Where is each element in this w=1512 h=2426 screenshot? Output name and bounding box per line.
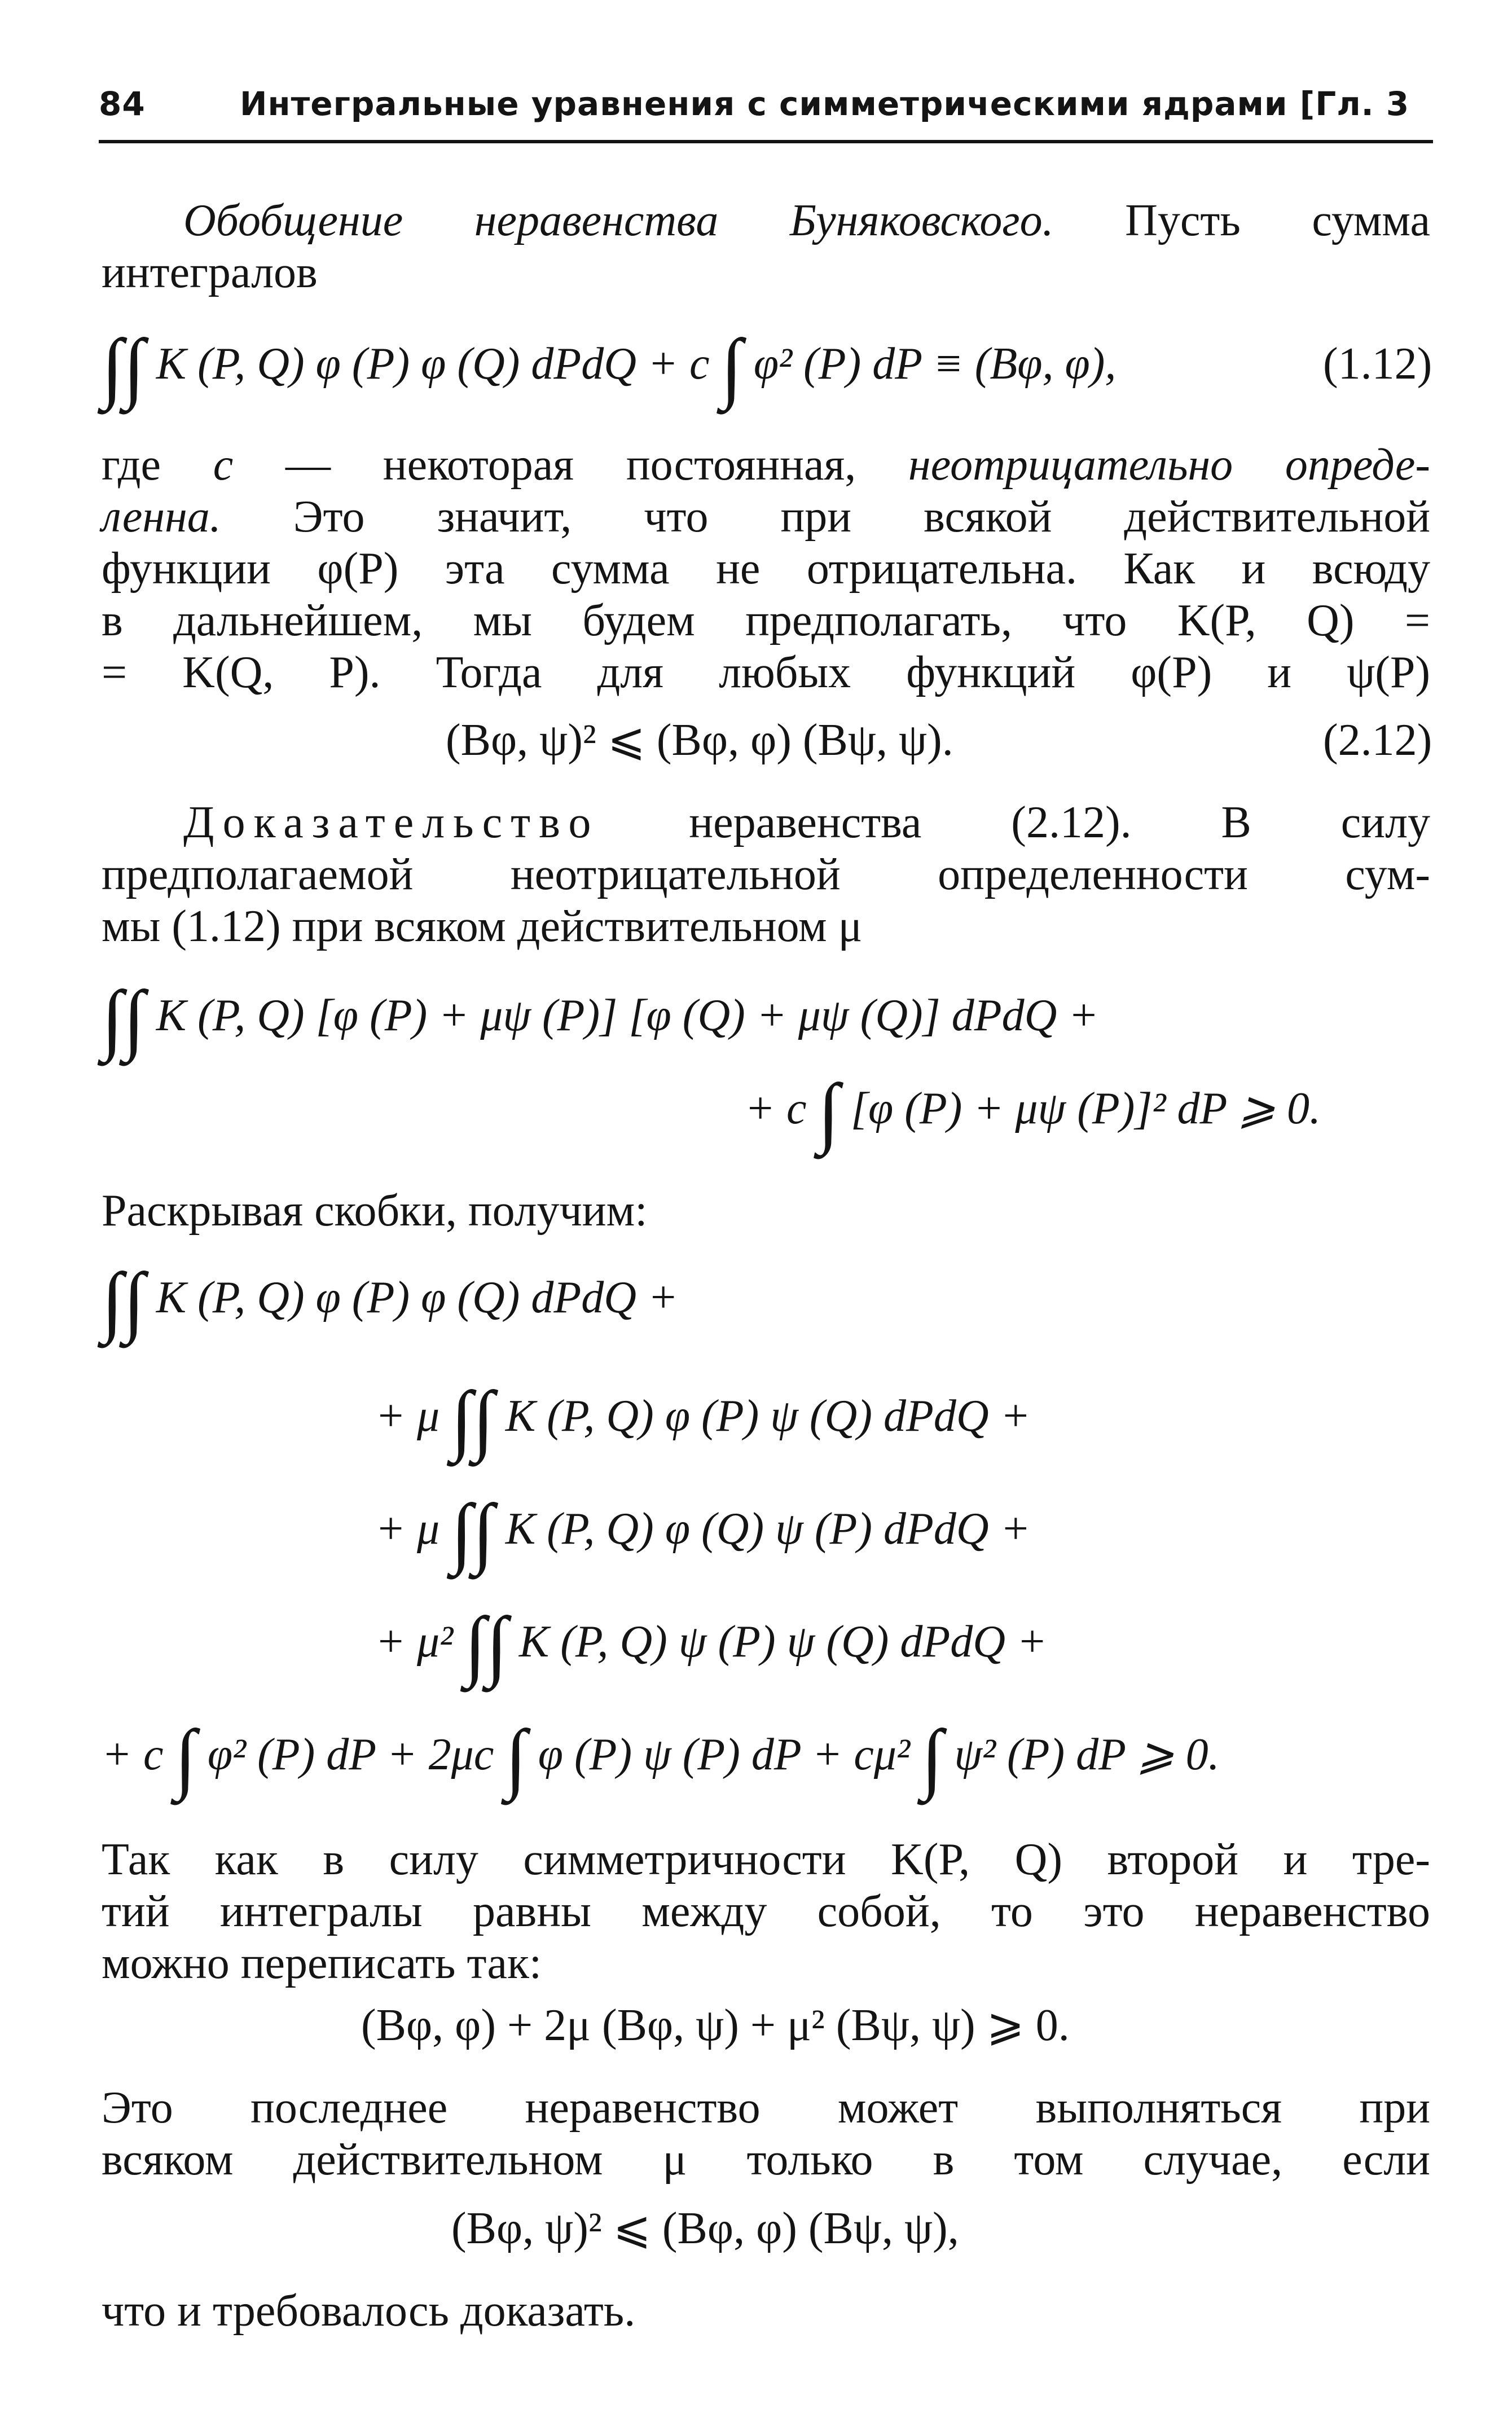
paragraph-line: Обобщение неравенства Буняковского. Пусть сумма <box>183 196 1430 245</box>
running-title: Интегральные уравнения с симметрическими ядрами [Гл. 3 <box>240 85 1410 123</box>
integral-sign: ∫ <box>505 1714 527 1801</box>
formula-line: + c ∫ φ² (P) dP + 2μc ∫ φ (P) ψ (P) dP + cμ² ∫ ψ² (P) dP ⩾ 0. <box>102 1714 1220 1801</box>
formula-line: ∫∫ K (P, Q) [φ (P) + μψ (P)] [φ (Q) + μψ (Q)] dPdQ + <box>102 975 1099 1062</box>
paragraph-line: функции φ(P) эта сумма не отрицательна. Как и всюду <box>102 544 1430 594</box>
paragraph-line: где c — некоторая постоянная, неотрицательно опреде- <box>102 440 1431 490</box>
paragraph-line: Раскрывая скобки, получим: <box>102 1186 648 1236</box>
double-integral-sign: ∫∫ <box>102 975 145 1062</box>
formula-line: + c ∫ [φ (P) + μψ (P)]² dP ⩾ 0. <box>745 1068 1321 1155</box>
paragraph-line: предполагаемой неотрицательной определенности сум- <box>102 850 1430 899</box>
formula-line: (Bφ, ψ)² ⩽ (Bφ, φ) (Bψ, ψ), <box>451 2204 959 2253</box>
double-integral-sign: ∫∫ <box>451 1488 494 1576</box>
formula-line: + μ ∫∫ K (P, Q) φ (Q) ψ (P) dPdQ + <box>375 1488 1031 1576</box>
double-integral-sign: ∫∫ <box>451 1375 494 1463</box>
formula-1-12: ∫∫ K (P, Q) φ (P) φ (Q) dPdQ + c ∫ φ² (P) dP ≡ (Bφ, φ), <box>102 323 1117 411</box>
header-rule <box>99 140 1433 143</box>
paragraph-line: в дальнейшем, мы будем предполагать, что K(P, Q) = <box>102 596 1430 645</box>
paragraph-line: Доказательство неравенства (2.12). В силу <box>183 798 1430 847</box>
integral-sign: ∫ <box>817 1068 839 1155</box>
paragraph-line: ленна. Это значит, что при всякой действительной <box>102 492 1430 542</box>
integral-sign: ∫ <box>921 1714 943 1801</box>
paragraph-line: мы (1.12) при всяком действительном μ <box>102 902 863 951</box>
formula-line: (Bφ, φ) + 2μ (Bφ, ψ) + μ² (Bψ, ψ) ⩾ 0. <box>361 2001 1070 2050</box>
integral-sign: ∫ <box>720 323 742 411</box>
formula-line: + μ² ∫∫ K (P, Q) ψ (P) ψ (Q) dPdQ + <box>375 1601 1047 1689</box>
paragraph-line: Это последнее неравенство может выполняться при <box>102 2083 1430 2133</box>
formula-2-12: (Bφ, ψ)² ⩽ (Bφ, φ) (Bψ, ψ). <box>446 715 953 765</box>
paragraph-line: = K(Q, P). Тогда для любых функций φ(P) и ψ(P) <box>102 648 1430 697</box>
integral-sign: ∫ <box>174 1714 196 1801</box>
double-integral-sign: ∫∫ <box>464 1601 508 1689</box>
proof-label: Доказательство <box>183 798 600 847</box>
paragraph-line: что и требовалось доказать. <box>102 2286 636 2336</box>
formula-line: + μ ∫∫ K (P, Q) φ (P) ψ (Q) dPdQ + <box>375 1375 1031 1463</box>
equation-number: (2.12) <box>1323 715 1432 765</box>
section-title: Обобщение неравенства Буняковского. <box>183 196 1054 245</box>
double-integral-sign: ∫∫ <box>102 323 145 411</box>
paragraph-line: Так как в силу симметричности K(P, Q) второй и тре- <box>102 1835 1430 1884</box>
page-number: 84 <box>99 85 146 123</box>
double-integral-sign: ∫∫ <box>102 1257 145 1344</box>
paragraph-line: всяком действительном μ только в том случае, если <box>102 2135 1430 2185</box>
formula-line: ∫∫ K (P, Q) φ (P) φ (Q) dPdQ + <box>102 1257 679 1344</box>
equation-number: (1.12) <box>1323 339 1432 389</box>
paragraph-line: можно переписать так: <box>102 1939 542 1988</box>
paragraph-line: тий интегралы равны между собой, то это неравенство <box>102 1887 1430 1936</box>
paragraph-line: интегралов <box>102 248 318 297</box>
